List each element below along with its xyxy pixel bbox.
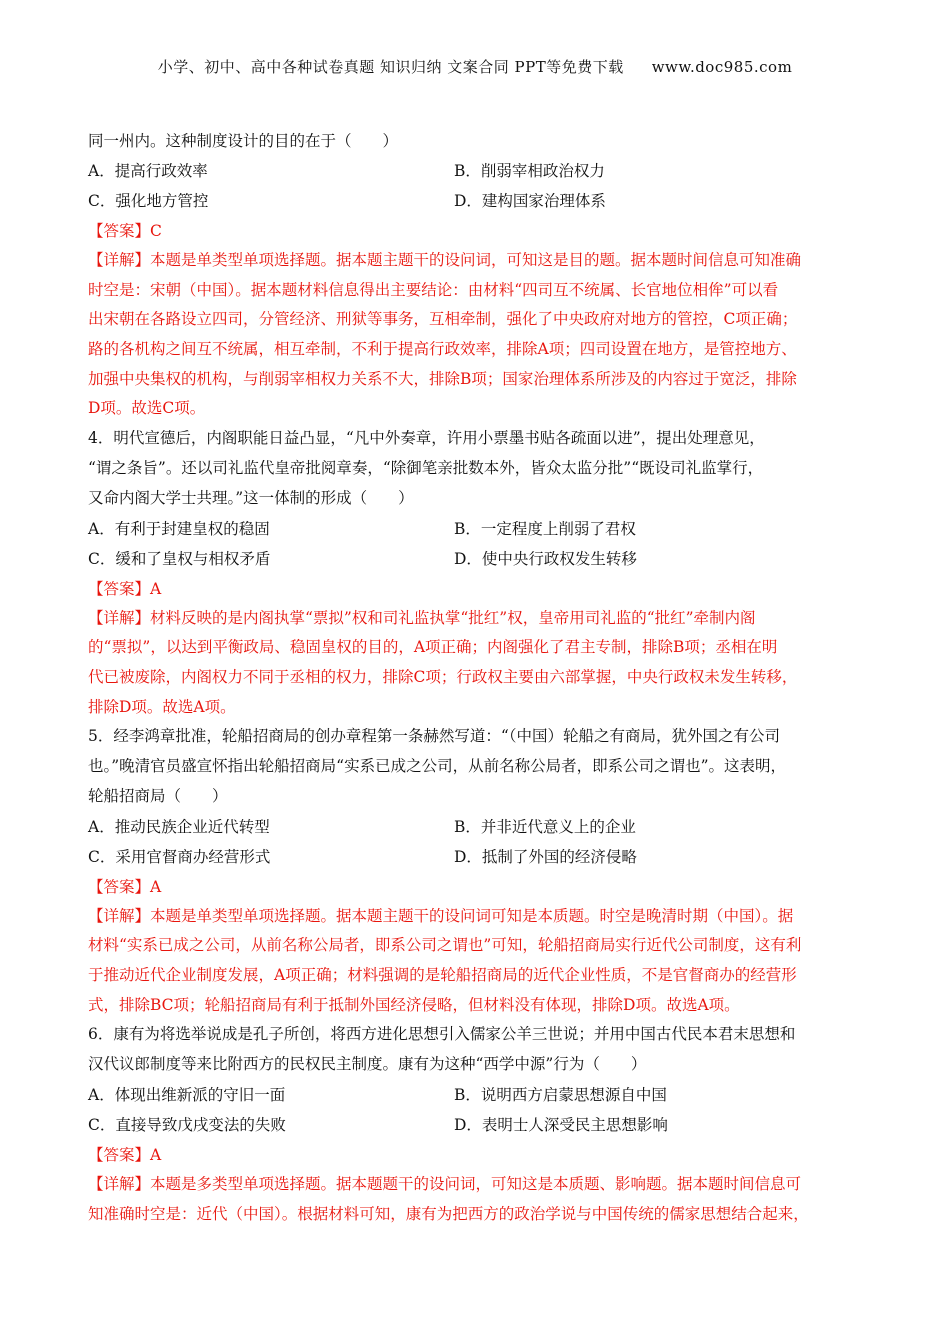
q5-options-row-2 <box>88 842 866 872</box>
option-d: D．建构国家治理体系 <box>454 192 606 210</box>
q5-options-row-1 <box>88 812 866 842</box>
explanation-line: 【详解】本题是单类型单项选择题。据本题主题干的设问词，可知这是目的题。据本题时间信息可知准确 <box>88 251 802 269</box>
explanation-line: D项。故选C项。 <box>88 399 206 418</box>
header-url[interactable]: www.doc985.com <box>651 58 793 76</box>
q3-options-row-2 <box>88 186 866 216</box>
document-body <box>88 126 866 1229</box>
explanation-line: 【详解】本题是多类型单项选择题。据本题题干的设问词，可知这是本质题、影响题。据本题时间信息可 <box>88 1175 802 1193</box>
header-title: 小学、初中、高中各种试卷真题 知识归纳 文案合同 PPT等免费下载 <box>157 58 624 76</box>
explanation-line: 的“票拟”，以达到平衡政局、稳固皇权的目的，A项正确；内阁强化了君主专制，排除B项；丞相在明 <box>88 638 778 657</box>
explanation-line: 路的各机构之间互不统属，相互牵制，不利于提高行政效率，排除A项；四司设置在地方，是管控地方、 <box>88 340 797 359</box>
q6-options-row-2 <box>88 1110 866 1140</box>
q5-stem <box>88 722 866 811</box>
option-d: D．表明士人深受民主思想影响 <box>454 1116 668 1134</box>
explanation-line: 时空是：宋朝（中国）。据本题材料信息得出主要结论：由材料“四司互不统属、长官地位相侔”可以看 <box>88 280 779 299</box>
option-a: A．体现出维新派的守旧一面 <box>88 1086 286 1104</box>
explanation-line: 【详解】本题是单类型单项选择题。据本题主题干的设问词可知是本质题。时空是晚清时期（中国）。据 <box>88 906 794 925</box>
q6-stem <box>88 1020 866 1080</box>
explanation-line: 于推动近代企业制度发展，A项正确；材料强调的是轮船招商局的近代企业性质，不是官督商办的经营形 <box>88 966 797 985</box>
stem-line: 又命内阁大学士共理。”这一体制的形成（ ） <box>88 488 414 507</box>
option-c: C．缓和了皇权与相权矛盾 <box>88 549 271 568</box>
explanation-line: 知准确时空是：近代（中国）。根据材料可知，康有为把西方的政治学说与中国传统的儒家思想结合起来， <box>88 1204 809 1223</box>
option-b: B．削弱宰相政治权力 <box>454 162 605 180</box>
option-a: A．提高行政效率 <box>88 162 208 180</box>
q6-answer: 【答案】A <box>88 1146 162 1164</box>
option-d: D．使中央行政权发生转移 <box>454 549 637 568</box>
explanation-line: 材料“实系已成之公司，从前名称公局者，即系公司之谓也”可知，轮船招商局实行近代公司制度，这有利 <box>88 936 802 955</box>
explanation-line: 排除D项。故选A项。 <box>88 697 236 716</box>
explanation-line: 出宋朝在各路设立四司，分管经济、刑狱等事务，互相牵制，强化了中央政府对地方的管控，C项正确； <box>88 310 798 329</box>
option-b: B．并非近代意义上的企业 <box>454 817 636 836</box>
explanation-line: 代已被废除，内阁权力不同于丞相的权力，排除C项；行政权主要由六部掌握，中央行政权未发生转移， <box>88 667 798 686</box>
stem-line: “谓之条旨”。还以司礼监代皇帝批阅章奏，“除御笔亲批数本外，皆众太监分批”“既设司礼监掌行， <box>88 458 764 477</box>
option-a: A．有利于封建皇权的稳固 <box>88 519 270 538</box>
q4-answer: 【答案】A <box>88 579 162 598</box>
q4-options-row-1 <box>88 514 866 544</box>
q3-explanation <box>88 246 866 424</box>
explanation-line: 加强中央集权的机构，与削弱宰相权力关系不大，排除B项；国家治理体系所涉及的内容过于宽泛，排除 <box>88 369 797 388</box>
q4-stem <box>88 424 866 513</box>
page-header <box>0 56 950 77</box>
q6-explanation <box>88 1170 866 1229</box>
option-a: A．推动民族企业近代转型 <box>88 817 270 836</box>
option-c: C．直接导致戊戌变法的失败 <box>88 1116 286 1134</box>
option-c: C．采用官督商办经营形式 <box>88 847 271 866</box>
option-d: D．抵制了外国的经济侵略 <box>454 847 637 866</box>
q4-explanation <box>88 604 866 723</box>
q6-options-row-1 <box>88 1080 866 1110</box>
explanation-line: 式，排除BC项；轮船招商局有利于抵制外国经济侵略，但材料没有体现，排除D项。故选A项。 <box>88 995 740 1014</box>
option-b: B．一定程度上削弱了君权 <box>454 519 636 538</box>
stem-line: 5．经李鸿章批准，轮船招商局的创办章程第一条赫然写道：“（中国）轮船之有商局，犹外国之有公司 <box>88 727 781 746</box>
q5-explanation <box>88 902 866 1021</box>
stem-line: 轮船招商局（ ） <box>88 786 228 805</box>
option-c: C．强化地方管控 <box>88 192 209 210</box>
option-b: B．说明西方启蒙思想源自中国 <box>454 1086 667 1104</box>
explanation-line: 【详解】材料反映的是内阁执掌“票拟”权和司礼监执掌“批红”权，皇帝用司礼监的“批红”牵制内阁 <box>88 608 756 627</box>
q3-answer: 【答案】C <box>88 222 162 240</box>
stem-line: 汉代议郎制度等来比附西方的民权民主制度。康有为这种“西学中源”行为（ ） <box>88 1055 647 1074</box>
stem-line: 也。”晚清官员盛宣怀指出轮船招商局“实系已成之公司，从前名称公局者，即系公司之谓也”。这表明， <box>88 757 787 776</box>
q4-options-row-2 <box>88 544 866 574</box>
q3-stem: 同一州内。这种制度设计的目的在于（ ） <box>88 132 399 150</box>
stem-line: 4．明代宣德后，内阁职能日益凸显，“凡中外奏章，许用小票墨书贴各疏面以进”，提出处理意见， <box>88 429 765 448</box>
q3-options-row-1 <box>88 156 866 186</box>
stem-line: 6．康有为将选举说成是孔子所创，将西方进化思想引入儒家公羊三世说；并用中国古代民本君末思想和 <box>88 1025 796 1044</box>
q5-answer: 【答案】A <box>88 877 162 896</box>
